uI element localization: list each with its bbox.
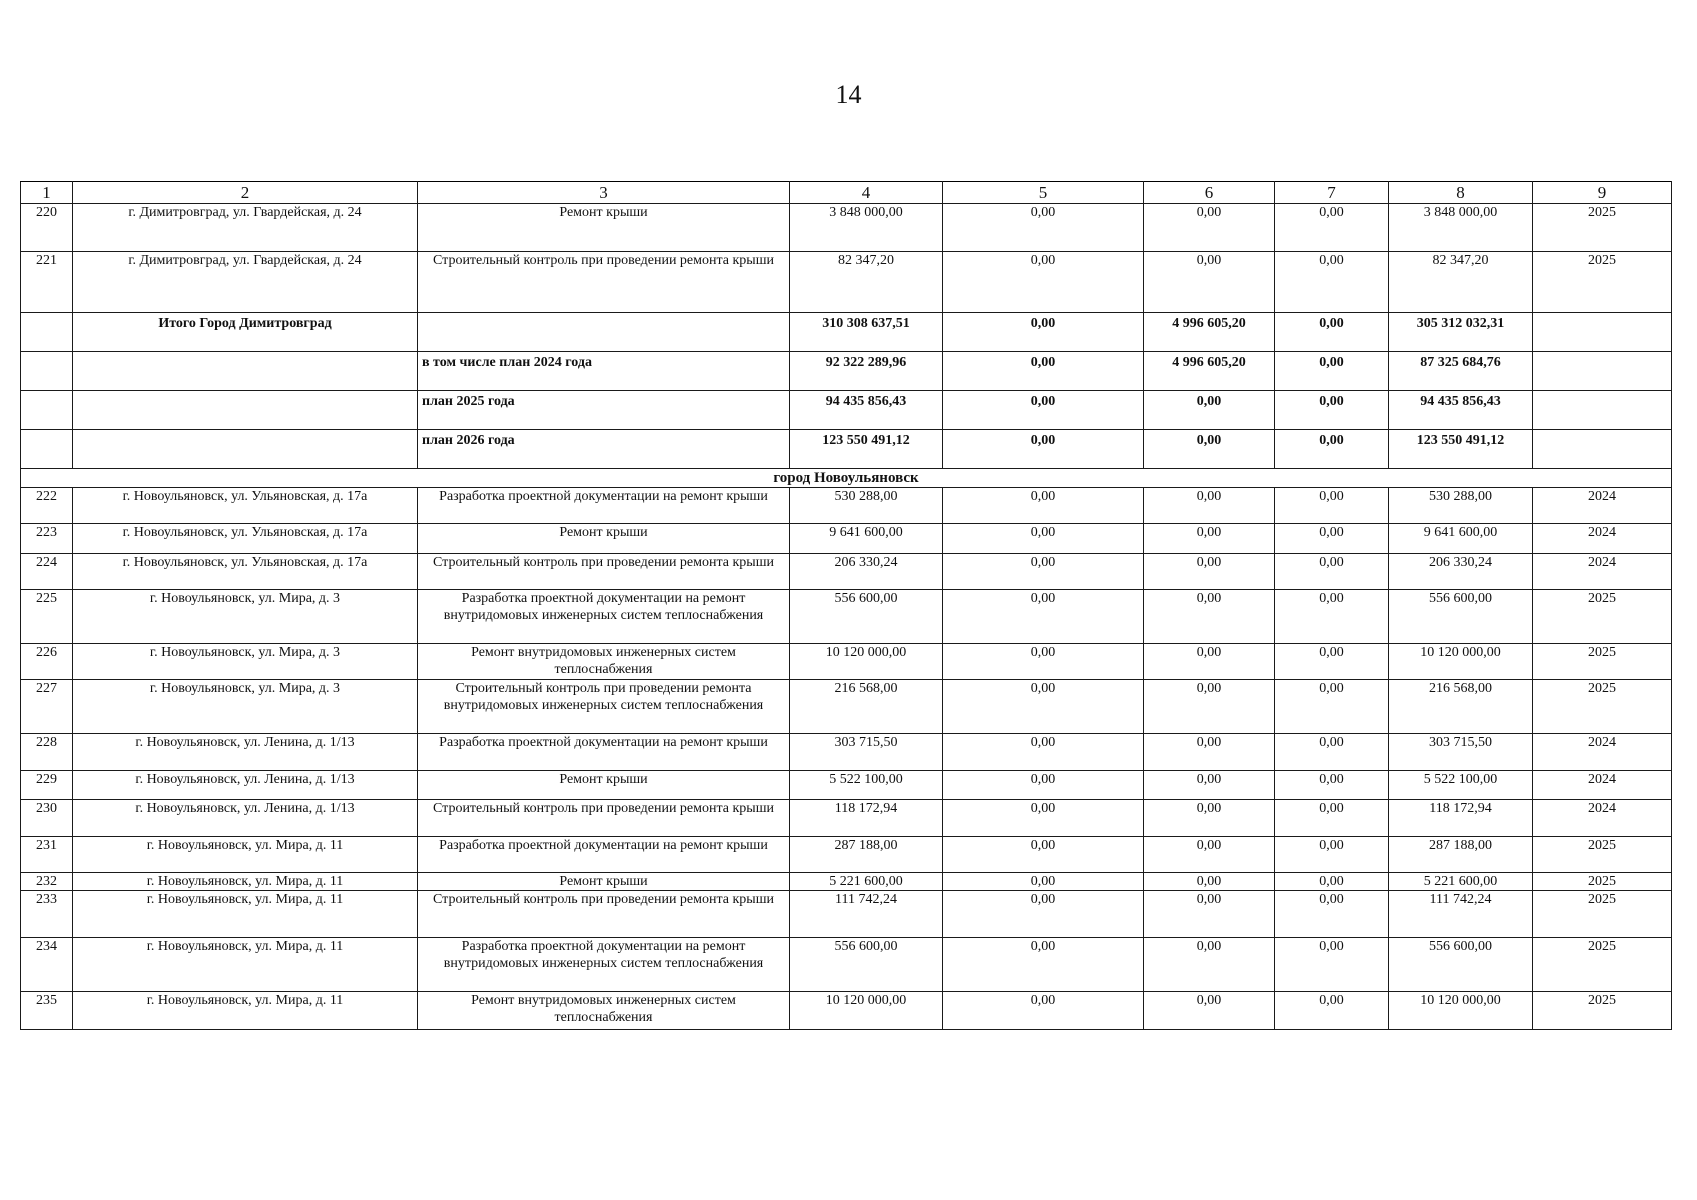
year-cell: 2024 [1533, 554, 1672, 590]
amount-col7-cell: 0,00 [1275, 430, 1389, 469]
amount-col5-cell: 0,00 [943, 554, 1144, 590]
table-row [21, 204, 1672, 252]
amount-col5-cell: 0,00 [943, 992, 1144, 1030]
year-cell: 2025 [1533, 680, 1672, 734]
summary-label: Итого Город Димитровград [73, 313, 418, 352]
row-number [21, 391, 73, 430]
amount-col5-cell: 0,00 [943, 800, 1144, 837]
address-cell: г. Новоульяновск, ул. Ульяновская, д. 17а [73, 554, 418, 590]
amount-col6-cell: 0,00 [1144, 488, 1275, 524]
amount-col7-cell: 0,00 [1275, 992, 1389, 1030]
summary-label: план 2025 года [418, 391, 790, 430]
amount-col6-cell: 0,00 [1144, 430, 1275, 469]
amount-col6-cell: 0,00 [1144, 644, 1275, 680]
amount-total-cell: 10 120 000,00 [790, 644, 943, 680]
amount-total-cell: 92 322 289,96 [790, 352, 943, 391]
amount-col6-cell: 4 996 605,20 [1144, 352, 1275, 391]
amount-col6-cell: 0,00 [1144, 891, 1275, 938]
page-number: 14 [835, 80, 862, 109]
row-number: 227 [21, 680, 73, 734]
row-number [21, 352, 73, 391]
amount-col7-cell: 0,00 [1275, 800, 1389, 837]
amount-total-cell: 5 221 600,00 [790, 873, 943, 891]
address-cell: г. Новоульяновск, ул. Мира, д. 11 [73, 873, 418, 891]
address-cell: г. Новоульяновск, ул. Ленина, д. 1/13 [73, 771, 418, 800]
amount-col8-cell: 206 330,24 [1389, 554, 1533, 590]
address-cell: г. Новоульяновск, ул. Ульяновская, д. 17а [73, 524, 418, 554]
summary-row [21, 391, 1672, 430]
row-number: 233 [21, 891, 73, 938]
address-cell: г. Новоульяновск, ул. Ленина, д. 1/13 [73, 734, 418, 771]
amount-col5-cell: 0,00 [943, 734, 1144, 771]
amount-total-cell: 10 120 000,00 [790, 992, 943, 1030]
amount-col7-cell: 0,00 [1275, 771, 1389, 800]
amount-total-cell: 287 188,00 [790, 837, 943, 873]
address-cell: г. Новоульяновск, ул. Мира, д. 11 [73, 992, 418, 1030]
table-row [21, 488, 1672, 524]
address-cell: г. Новоульяновск, ул. Мира, д. 11 [73, 938, 418, 992]
amount-col6-cell: 0,00 [1144, 204, 1275, 252]
amount-col7-cell: 0,00 [1275, 204, 1389, 252]
year-cell: 2024 [1533, 771, 1672, 800]
table-body [21, 182, 1672, 1030]
table-row [21, 590, 1672, 644]
work-type-cell: Строительный контроль при проведении ремонта внутридомовых инженерных систем теплоснабжения [418, 680, 790, 734]
section-title: город Новоульяновск [21, 469, 1672, 488]
amount-total-cell: 556 600,00 [790, 590, 943, 644]
section-header-row [21, 469, 1672, 488]
amount-col6-cell: 0,00 [1144, 680, 1275, 734]
summary-label: в том числе план 2024 года [418, 352, 790, 391]
column-header-5: 5 [943, 182, 1144, 204]
table-row [21, 524, 1672, 554]
row-number: 235 [21, 992, 73, 1030]
amount-col7-cell: 0,00 [1275, 734, 1389, 771]
summary-row [21, 313, 1672, 352]
table-row [21, 680, 1672, 734]
work-type-cell: Разработка проектной документации на ремонт крыши [418, 488, 790, 524]
amount-col5-cell: 0,00 [943, 313, 1144, 352]
column-header-6: 6 [1144, 182, 1275, 204]
amount-col5-cell: 0,00 [943, 252, 1144, 313]
amount-col6-cell: 0,00 [1144, 252, 1275, 313]
amount-col7-cell: 0,00 [1275, 352, 1389, 391]
amount-col8-cell: 5 522 100,00 [1389, 771, 1533, 800]
amount-col7-cell: 0,00 [1275, 837, 1389, 873]
amount-col8-cell: 94 435 856,43 [1389, 391, 1533, 430]
year-cell [1533, 313, 1672, 352]
amount-total-cell: 9 641 600,00 [790, 524, 943, 554]
table-row [21, 938, 1672, 992]
amount-col8-cell: 556 600,00 [1389, 590, 1533, 644]
address-cell: г. Новоульяновск, ул. Ульяновская, д. 17а [73, 488, 418, 524]
amount-col5-cell: 0,00 [943, 680, 1144, 734]
work-type-cell: Ремонт крыши [418, 204, 790, 252]
amount-col6-cell: 0,00 [1144, 938, 1275, 992]
row-number: 229 [21, 771, 73, 800]
amount-col5-cell: 0,00 [943, 524, 1144, 554]
table-row [21, 992, 1672, 1030]
row-number: 220 [21, 204, 73, 252]
amount-col8-cell: 118 172,94 [1389, 800, 1533, 837]
row-number [21, 313, 73, 352]
year-cell: 2025 [1533, 252, 1672, 313]
column-header-4: 4 [790, 182, 943, 204]
amount-col5-cell: 0,00 [943, 644, 1144, 680]
repair-schedule-table [20, 181, 1672, 1030]
row-number: 234 [21, 938, 73, 992]
amount-col7-cell: 0,00 [1275, 938, 1389, 992]
amount-col5-cell: 0,00 [943, 873, 1144, 891]
table-row [21, 644, 1672, 680]
amount-col6-cell: 0,00 [1144, 391, 1275, 430]
address-cell: г. Новоульяновск, ул. Мира, д. 3 [73, 590, 418, 644]
table-row [21, 891, 1672, 938]
amount-total-cell: 94 435 856,43 [790, 391, 943, 430]
work-type-cell: Строительный контроль при проведении ремонта крыши [418, 800, 790, 837]
amount-total-cell: 123 550 491,12 [790, 430, 943, 469]
row-number: 224 [21, 554, 73, 590]
work-type-cell [418, 313, 790, 352]
column-header-2: 2 [73, 182, 418, 204]
table-row [21, 734, 1672, 771]
amount-col7-cell: 0,00 [1275, 590, 1389, 644]
amount-col8-cell: 5 221 600,00 [1389, 873, 1533, 891]
year-cell: 2024 [1533, 800, 1672, 837]
table-row [21, 771, 1672, 800]
work-type-cell: Разработка проектной документации на ремонт внутридомовых инженерных систем теплоснабжения [418, 938, 790, 992]
amount-col5-cell: 0,00 [943, 590, 1144, 644]
amount-col8-cell: 82 347,20 [1389, 252, 1533, 313]
amount-col7-cell: 0,00 [1275, 554, 1389, 590]
amount-col5-cell: 0,00 [943, 430, 1144, 469]
column-header-7: 7 [1275, 182, 1389, 204]
amount-col7-cell: 0,00 [1275, 524, 1389, 554]
row-number: 228 [21, 734, 73, 771]
amount-col7-cell: 0,00 [1275, 391, 1389, 430]
amount-col6-cell: 0,00 [1144, 873, 1275, 891]
address-cell [73, 352, 418, 391]
amount-total-cell: 82 347,20 [790, 252, 943, 313]
table-row [21, 252, 1672, 313]
amount-col8-cell: 10 120 000,00 [1389, 992, 1533, 1030]
row-number: 226 [21, 644, 73, 680]
amount-col5-cell: 0,00 [943, 938, 1144, 992]
row-number: 232 [21, 873, 73, 891]
amount-col6-cell: 0,00 [1144, 590, 1275, 644]
year-cell: 2025 [1533, 644, 1672, 680]
year-cell [1533, 352, 1672, 391]
column-header-row [21, 182, 1672, 204]
row-number: 222 [21, 488, 73, 524]
amount-col8-cell: 10 120 000,00 [1389, 644, 1533, 680]
year-cell: 2025 [1533, 590, 1672, 644]
amount-col7-cell: 0,00 [1275, 252, 1389, 313]
amount-col6-cell: 0,00 [1144, 992, 1275, 1030]
work-type-cell: Ремонт крыши [418, 873, 790, 891]
row-number: 221 [21, 252, 73, 313]
column-header-8: 8 [1389, 182, 1533, 204]
work-type-cell: Строительный контроль при проведении ремонта крыши [418, 891, 790, 938]
work-type-cell: Строительный контроль при проведении ремонта крыши [418, 252, 790, 313]
year-cell: 2025 [1533, 891, 1672, 938]
address-cell [73, 391, 418, 430]
amount-col5-cell: 0,00 [943, 352, 1144, 391]
amount-col8-cell: 111 742,24 [1389, 891, 1533, 938]
address-cell: г. Новоульяновск, ул. Мира, д. 3 [73, 680, 418, 734]
amount-col8-cell: 3 848 000,00 [1389, 204, 1533, 252]
year-cell: 2025 [1533, 837, 1672, 873]
row-number: 231 [21, 837, 73, 873]
amount-col8-cell: 305 312 032,31 [1389, 313, 1533, 352]
amount-total-cell: 111 742,24 [790, 891, 943, 938]
amount-col6-cell: 0,00 [1144, 800, 1275, 837]
amount-col5-cell: 0,00 [943, 891, 1144, 938]
year-cell: 2024 [1533, 734, 1672, 771]
address-cell [73, 430, 418, 469]
amount-col5-cell: 0,00 [943, 391, 1144, 430]
amount-col6-cell: 0,00 [1144, 524, 1275, 554]
year-cell: 2024 [1533, 524, 1672, 554]
work-type-cell: Разработка проектной документации на ремонт внутридомовых инженерных систем теплоснабжения [418, 590, 790, 644]
column-header-3: 3 [418, 182, 790, 204]
amount-col8-cell: 216 568,00 [1389, 680, 1533, 734]
amount-col7-cell: 0,00 [1275, 488, 1389, 524]
year-cell: 2024 [1533, 488, 1672, 524]
column-header-9: 9 [1533, 182, 1672, 204]
address-cell: г. Новоульяновск, ул. Мира, д. 11 [73, 837, 418, 873]
address-cell: г. Димитровград, ул. Гвардейская, д. 24 [73, 252, 418, 313]
table-row [21, 554, 1672, 590]
year-cell: 2025 [1533, 204, 1672, 252]
row-number: 225 [21, 590, 73, 644]
row-number: 230 [21, 800, 73, 837]
year-cell: 2025 [1533, 938, 1672, 992]
summary-label: план 2026 года [418, 430, 790, 469]
address-cell: г. Новоульяновск, ул. Ленина, д. 1/13 [73, 800, 418, 837]
work-type-cell: Разработка проектной документации на ремонт крыши [418, 837, 790, 873]
address-cell: г. Димитровград, ул. Гвардейская, д. 24 [73, 204, 418, 252]
amount-col5-cell: 0,00 [943, 488, 1144, 524]
table-row [21, 873, 1672, 891]
year-cell: 2025 [1533, 873, 1672, 891]
amount-total-cell: 530 288,00 [790, 488, 943, 524]
amount-col5-cell: 0,00 [943, 204, 1144, 252]
amount-total-cell: 556 600,00 [790, 938, 943, 992]
work-type-cell: Ремонт крыши [418, 524, 790, 554]
amount-col8-cell: 287 188,00 [1389, 837, 1533, 873]
amount-col8-cell: 9 641 600,00 [1389, 524, 1533, 554]
amount-col5-cell: 0,00 [943, 837, 1144, 873]
row-number: 223 [21, 524, 73, 554]
amount-col6-cell: 0,00 [1144, 771, 1275, 800]
amount-col8-cell: 303 715,50 [1389, 734, 1533, 771]
work-type-cell: Разработка проектной документации на ремонт крыши [418, 734, 790, 771]
amount-col5-cell: 0,00 [943, 771, 1144, 800]
amount-col7-cell: 0,00 [1275, 891, 1389, 938]
amount-col8-cell: 556 600,00 [1389, 938, 1533, 992]
amount-total-cell: 216 568,00 [790, 680, 943, 734]
amount-col7-cell: 0,00 [1275, 680, 1389, 734]
work-type-cell: Ремонт крыши [418, 771, 790, 800]
amount-col8-cell: 87 325 684,76 [1389, 352, 1533, 391]
year-cell: 2025 [1533, 992, 1672, 1030]
column-header-1: 1 [21, 182, 73, 204]
amount-col7-cell: 0,00 [1275, 644, 1389, 680]
amount-col7-cell: 0,00 [1275, 313, 1389, 352]
amount-total-cell: 310 308 637,51 [790, 313, 943, 352]
year-cell [1533, 391, 1672, 430]
summary-row [21, 430, 1672, 469]
amount-total-cell: 5 522 100,00 [790, 771, 943, 800]
row-number [21, 430, 73, 469]
amount-total-cell: 303 715,50 [790, 734, 943, 771]
summary-row [21, 352, 1672, 391]
work-type-cell: Ремонт внутридомовых инженерных систем теплоснабжения [418, 644, 790, 680]
work-type-cell: Ремонт внутридомовых инженерных систем теплоснабжения [418, 992, 790, 1030]
work-type-cell: Строительный контроль при проведении ремонта крыши [418, 554, 790, 590]
amount-col7-cell: 0,00 [1275, 873, 1389, 891]
amount-total-cell: 206 330,24 [790, 554, 943, 590]
address-cell: г. Новоульяновск, ул. Мира, д. 11 [73, 891, 418, 938]
address-cell: г. Новоульяновск, ул. Мира, д. 3 [73, 644, 418, 680]
amount-col6-cell: 0,00 [1144, 734, 1275, 771]
table-row [21, 837, 1672, 873]
amount-col6-cell: 0,00 [1144, 554, 1275, 590]
amount-col6-cell: 4 996 605,20 [1144, 313, 1275, 352]
amount-col8-cell: 123 550 491,12 [1389, 430, 1533, 469]
amount-col6-cell: 0,00 [1144, 837, 1275, 873]
amount-total-cell: 118 172,94 [790, 800, 943, 837]
year-cell [1533, 430, 1672, 469]
amount-total-cell: 3 848 000,00 [790, 204, 943, 252]
amount-col8-cell: 530 288,00 [1389, 488, 1533, 524]
table-row [21, 800, 1672, 837]
